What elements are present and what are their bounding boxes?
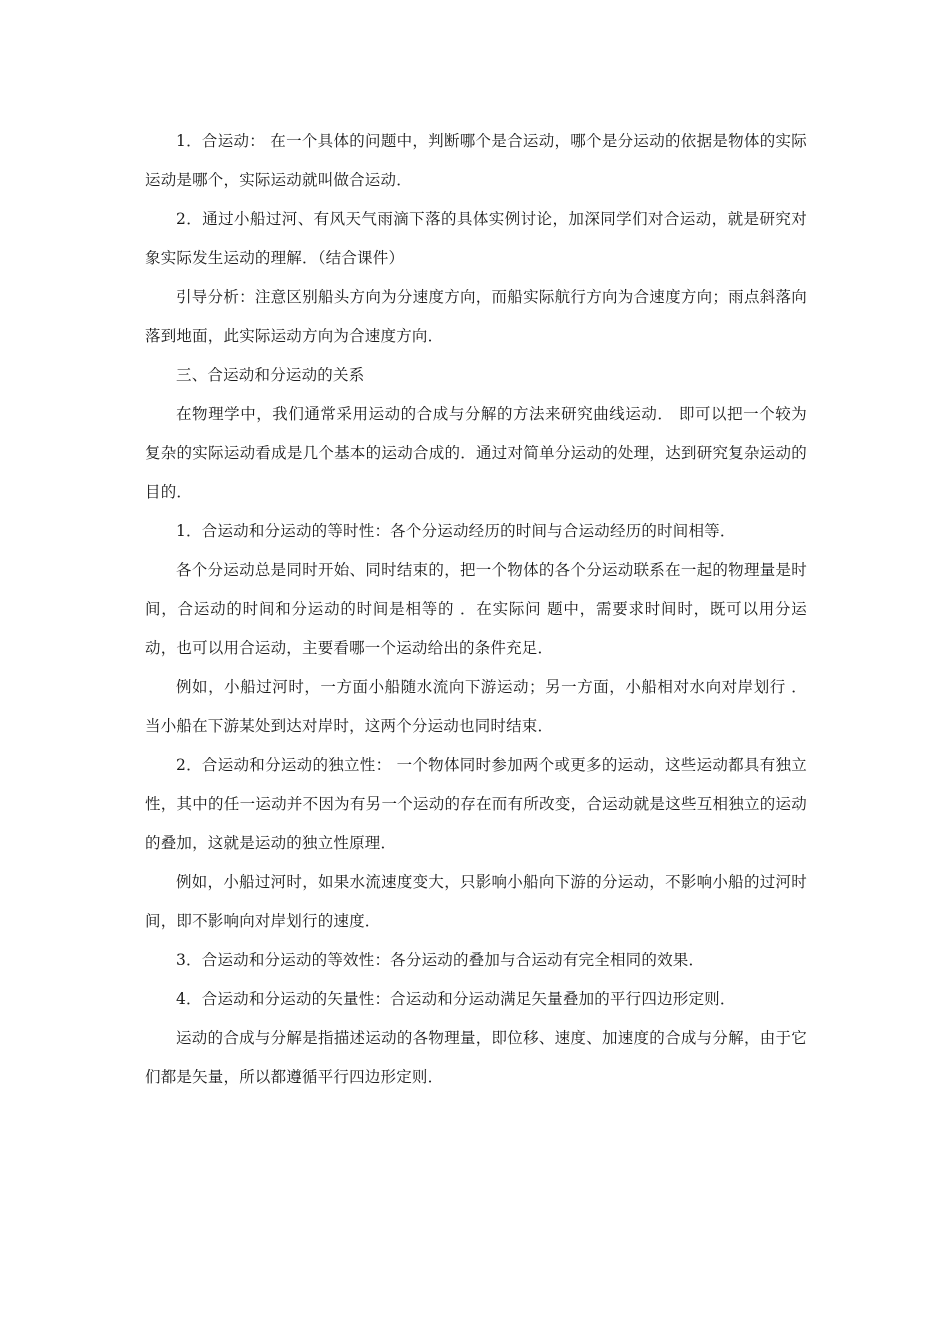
- paragraph-resultant-motion-definition: 1．合运动： 在一个具体的问题中，判断哪个是合运动，哪个是分运动的依据是物体的实际运动是哪个，实际运动就叫做合运动．: [145, 132, 807, 189]
- paragraph-guided-analysis: 引导分析：注意区别船头方向为分速度方向，而船实际航行方向为合速度方向；雨点斜落向落到地面，此实际运动方向为合速度方向．: [145, 288, 807, 345]
- paragraph-vector-property: 4．合运动和分运动的矢量性：合运动和分运动满足矢量叠加的平行四边形定则．: [176, 990, 736, 1008]
- paragraph-isochronism: 1．合运动和分运动的等时性：各个分运动经历的时间与合运动经历的时间相等．: [176, 522, 736, 540]
- paragraph-isochronism-explanation: 各个分运动总是同时开始、同时结束的，把一个物体的各个分运动联系在一起的物理量是时间，合运动的时间和分运动的时间是相等的 ．在实际问 题中，需要求时间时，既可以用分运动，也可以用合运动，主要看哪一个运动给出的条件充足．: [145, 561, 807, 657]
- paragraph-independence: 2．合运动和分运动的独立性： 一个物体同时参加两个或更多的运动，这些运动都具有独立性，其中的任一运动并不因为有另一个运动的存在而有所改变，合运动就是这些互相独立的运动的叠加，这就是运动的独立性原理．: [145, 756, 807, 852]
- paragraph-isochronism-example: 例如，小船过河时，一方面小船随水流向下游运动；另一方面，小船相对水向对岸划行 ． 当小船在下游某处到达对岸时，这两个分运动也同时结束．: [145, 678, 807, 735]
- paragraph-composition-decomposition: 在物理学中，我们通常采用运动的合成与分解的方法来研究曲线运动． 即可以把一个较为复杂的实际运动看成是几个基本的运动合成的．通过对简单分运动的处理，达到研究复杂运动的目的．: [145, 405, 807, 501]
- paragraph-boat-raindrop-examples: 2．通过小船过河、有风天气雨滴下落的具体实例讨论，加深同学们对合运动，就是研究对象实际发生运动的理解．（结合课件）: [145, 210, 807, 267]
- paragraph-vector-explanation: 运动的合成与分解是指描述运动的各物理量，即位移、速度、加速度的合成与分解，由于它们都是矢量，所以都遵循平行四边形定则．: [145, 1029, 807, 1086]
- paragraph-equivalence: 3．合运动和分运动的等效性：各分运动的叠加与合运动有完全相同的效果．: [176, 951, 705, 969]
- paragraph-independence-example: 例如，小船过河时，如果水流速度变大，只影响小船向下游的分运动，不影响小船的过河时间，即不影响向对岸划行的速度．: [145, 873, 807, 930]
- document-body: [145, 122, 807, 1097]
- section-heading-relationship: 三、合运动和分运动的关系: [176, 366, 365, 384]
